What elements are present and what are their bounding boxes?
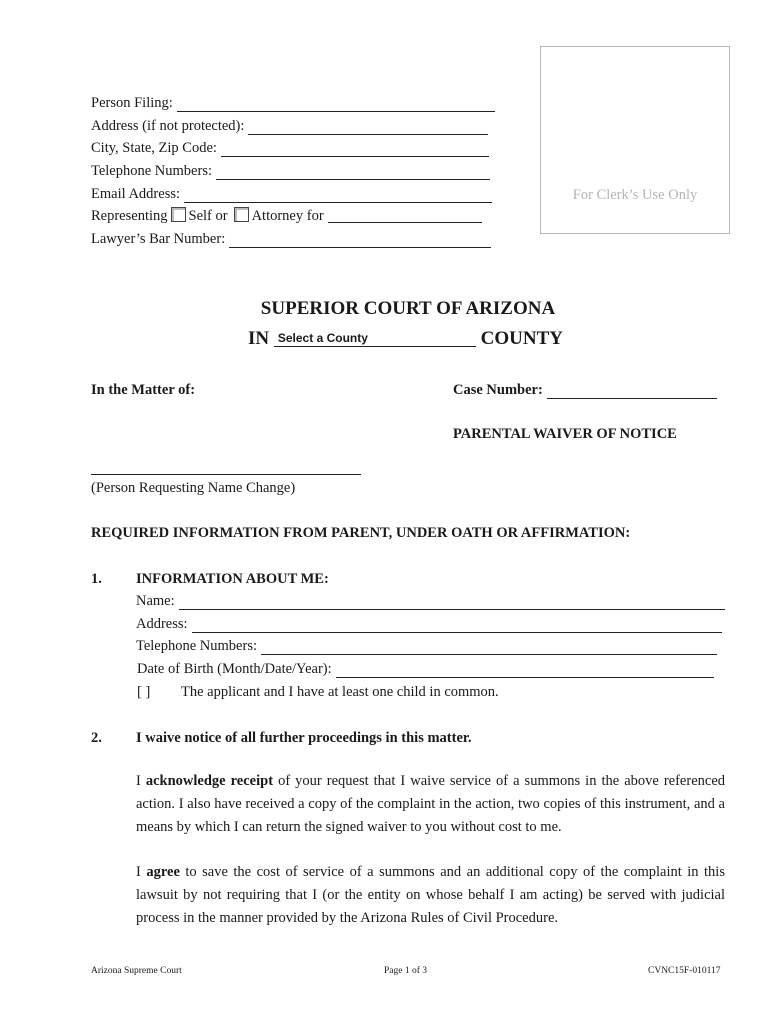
footer-form-code: CVNC15F-010117: [648, 966, 721, 976]
parent-address-label: Address:: [136, 616, 188, 632]
agree-paragraph: [136, 861, 725, 930]
city-state-zip-field[interactable]: [221, 142, 489, 157]
person-requesting-label: (Person Requesting Name Change): [91, 480, 296, 496]
email-field[interactable]: [184, 188, 492, 203]
parent-telephone-label: Telephone Numbers:: [136, 638, 257, 654]
person-requesting-field[interactable]: [91, 474, 361, 475]
acknowledge-lead: I: [136, 773, 146, 789]
case-number-label: Case Number:: [453, 382, 543, 398]
name-label: Name:: [136, 593, 175, 609]
agree-emphasis: agree: [146, 864, 180, 880]
form-title: PARENTAL WAIVER OF NOTICE: [453, 426, 677, 442]
bar-number-label: Lawyer’s Bar Number:: [91, 231, 226, 247]
county-select[interactable]: Select a County: [274, 330, 476, 347]
self-checkbox[interactable]: [171, 207, 186, 222]
telephone-field[interactable]: [216, 165, 490, 180]
section-2-number: 2.: [91, 730, 102, 746]
attorney-checkbox[interactable]: [234, 207, 249, 222]
footer-court: Arizona Supreme Court: [91, 966, 182, 976]
name-row: [136, 592, 725, 610]
county-label: COUNTY: [480, 328, 563, 349]
section-1-number: 1.: [91, 571, 102, 587]
parent-telephone-row: [136, 637, 717, 655]
section-1-heading: INFORMATION ABOUT ME:: [136, 571, 329, 587]
address-label: Address (if not protected):: [91, 118, 245, 134]
email-label: Email Address:: [91, 186, 181, 202]
acknowledge-receipt-emphasis: acknowledge receipt: [145, 773, 274, 789]
case-number-field[interactable]: [547, 384, 717, 399]
agree-lead: I: [136, 864, 147, 880]
self-label: Self or: [188, 208, 228, 224]
dob-row: [137, 660, 714, 678]
in-the-matter-of-label: In the Matter of:: [91, 382, 196, 398]
dob-field[interactable]: [336, 663, 714, 678]
child-common-label: The applicant and I have at least one child in common.: [181, 684, 499, 700]
county-row: [248, 328, 563, 350]
section-2-heading: I waive notice of all further proceedings in this matter.: [136, 730, 472, 746]
representing-label: Representing: [91, 208, 168, 224]
court-title: SUPERIOR COURT OF ARIZONA: [260, 298, 556, 319]
dob-label: Date of Birth (Month/Date/Year):: [137, 661, 332, 677]
parent-address-row: [136, 615, 722, 633]
person-filing-label: Person Filing:: [91, 95, 173, 111]
parent-telephone-field[interactable]: [261, 640, 717, 655]
attorney-for-field[interactable]: [328, 208, 482, 223]
attorney-for-label: Attorney for: [251, 208, 324, 224]
footer-page-number: Page 1 of 3: [384, 966, 428, 976]
person-filing-row: [91, 94, 495, 112]
clerk-use-label: For Clerk’s Use Only: [572, 187, 698, 203]
name-field[interactable]: [179, 595, 725, 610]
child-common-bracket[interactable]: [ ]: [137, 684, 151, 700]
city-state-zip-row: [91, 139, 489, 157]
city-state-zip-label: City, State, Zip Code:: [91, 140, 217, 156]
acknowledge-text: of your request that I waive service of a summons in the above referenced action. I also have received a copy of the complaint in the action, two copies of this instrument, and a means by which I can return the signed waiver to you without cost to me.: [136, 773, 725, 835]
acknowledge-paragraph: [136, 770, 725, 839]
in-label: IN: [248, 328, 270, 349]
address-row: [91, 117, 488, 135]
email-row: [91, 185, 492, 203]
parent-address-field[interactable]: [192, 618, 722, 633]
bar-number-field[interactable]: [229, 233, 491, 248]
required-info-heading: REQUIRED INFORMATION FROM PARENT, UNDER OATH OR AFFIRMATION:: [91, 525, 631, 541]
representing-row: [91, 207, 482, 225]
clerk-use-box: [540, 46, 730, 234]
address-field[interactable]: [248, 120, 488, 135]
bar-number-row: [91, 230, 491, 248]
person-filing-field[interactable]: [177, 97, 495, 112]
telephone-label: Telephone Numbers:: [91, 163, 212, 179]
telephone-row: [91, 162, 490, 180]
agree-text: to save the cost of service of a summons and an additional copy of the complaint in this lawsuit by not requiring that I (or the entity on whose behalf I am acting) be served with judicial process in the manner provided by the Arizona Rules of Civil Procedure.: [136, 864, 725, 926]
case-number-row: [453, 381, 717, 399]
